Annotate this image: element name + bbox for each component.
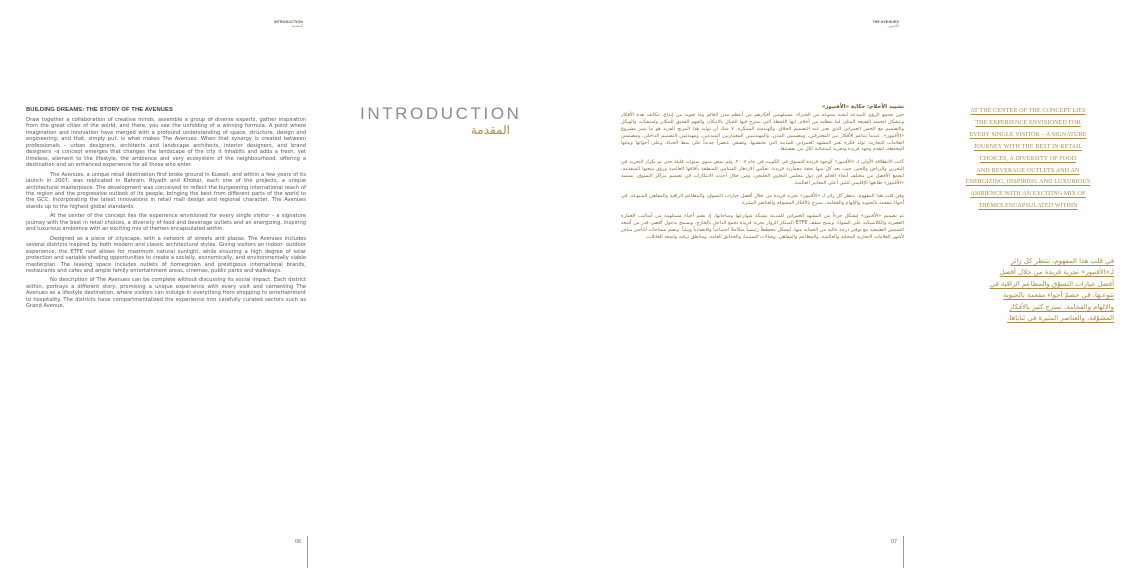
pull-quote-ar-line-6: المشوّقة، والعناصر المثيرة في ثناياها.: [1007, 314, 1114, 323]
arabic-section-title: تشييد الأحلام: حكاية «الأفنيوز»: [821, 104, 904, 110]
pull-quote-en-line-5: CHOICES, A DIVERSITY OF FOOD: [979, 155, 1077, 162]
paragraph-1: Draw together a collaboration of creative minds, assemble a group of diverse experts, gather inspiration from the great cities of the world, and there, you see the unfolding of a winning formula. A point where imagination and innovation have merged with a profound understanding of space, structure, design and engineering; and that, simply put, is what makes The Avenues. When that synergy is created between professionals – urban designers, architects and landscape architects, interior designers, and brand designers –a concept emerges that changes the landscape of the city it inhabits and adds a fresh, yet timeless, element to the lifestyle, the ambience and very ecosystem of the neighbourhood, offering a destination and an enhanced experience for all those who enter.: [26, 117, 306, 169]
pull-quote-en-line-4: JOURNEY WITH THE BEST IN RETAIL: [973, 143, 1083, 150]
intro-heading-en: INTRODUCTION: [360, 104, 522, 123]
pull-quote-en: [938, 106, 1118, 213]
paragraph-3: At the center of the concept lies the experience envisioned for every single visitor – a signature journey with the best in retail choices, a diversity of food and beverage outlets and an energizing, inspiring and luxurious ambience with an exciting mix of themes encapsulated within.: [26, 213, 306, 233]
pull-quote-ar-line-1: في قلب هذا المفهوم، تنتظر كل زائر: [1010, 257, 1114, 265]
pull-quote-ar-line-5: والإلهام والفخامة، تمتزج كثير بالأفكار: [1009, 302, 1114, 311]
running-head-ar: الأفنيوز: [888, 24, 899, 29]
pull-quote-en-line-1: AT THE CENTER OF THE CONCEPT LIES: [970, 108, 1086, 114]
pull-quote-en-line-9: THEMES ENCAPSULATED WITHIN: [978, 203, 1078, 210]
pull-quote-en-line-3: EVERY SINGLE VISITOR – A SIGNATURE: [969, 131, 1087, 138]
running-head-en: THE AVENUES: [872, 20, 899, 24]
pull-quote-en-line-8: AMBIENCE WITH AN EXCITING MIX OF: [970, 191, 1086, 198]
arabic-paragraph-4: تم تصميم «الأفنيوز» ليشكل جزءاً من المشهد العمراني للمدينة بشبكة شوارعها وساحاتها، إذ يضم أحياء مستلهمة من أساليب العمارة العصرية والكلاسيكية على السواء. ويمنح سقف ETFE المبتكر الزوار تجربة فريدة تجمع الداخل بالخارج، ويسمح بدخول أقصى قدر من أشعة الشمس الطبيعية مع توفير درجة عالية من الحماية منها، ليشكل مخططاً رئيسياً متكاملاً اجتماعياً واقتصادياً وبيئياً. وتضم مساحات التأجير متاجر لأشهر العلامات التجارية المحلية والعالمية، والمطاعم والمقاهي، وصالات السينما، والحدائق العامة، ومناطق ترفيه واسعة للعائلات.: [621, 212, 905, 240]
pull-quote-ar: [924, 256, 1114, 324]
arabic-paragraph-1: حين تجتمع الرؤى المبدعة لنخبة متنوعة من الخبراء، مستلهمين أفكارهم من أعظم مدن العالم وما تحويه من إبداع، تتكاتف هذه الأفكار وتتشكل لتجسد الصيغة المثلى لما تتطلبه من أحلام. إنها اللحظة التي تمتزج فيها الخيال بالابتكار، والفهم العميق للمكان ولمنشآته، والهيكل والتصميم مع الحس العمراني الذي يعبر عنه التصميم الخلاق، والهندسة المبتكرة. لا شك أن توليد هذا المزيج الفريد هو ما يميز مشروع «الأفنيوز». عندما تتناغم الأفكار بين المحترفين، ومصممي المدن، والمهندسين المعماريين المبدعين، ومهندسي التصميم الداخلي، ومصممي العلامات التجارية، تولد فكرة تغير المشهد العمراني للمدينة التي تحتضنها، وتضفي عنصراً جديداً على نمط الحياة، وعلى أجوائها وبيئتها المحيطة، لتقدم وجهة فريدة وتجربة استثنائية لكل من يقصدها.: [621, 111, 904, 153]
right-folio-rule: [903, 536, 904, 568]
right-page-number: 07: [891, 539, 898, 545]
pull-quote-en-line-2: THE EXPERIENCE ENVISIONED FOR: [975, 119, 1081, 126]
paragraph-5: No description of The Avenues can be complete without discussing its social impact. Each district within, portrays a different story, promising a unique experience with every visit and cementing The Avenues as a lifestyle destination, where visitors can indulge in everything from shopping to entertainment to hospitality. The districts have compartmentalized the experience into carefully curated sectors such as Grand Avenue,: [26, 277, 306, 310]
paragraph-2: The Avenues, a unique retail destination first broke ground in Kuwait, and within a few years of its launch in 2007, was replicated in Bahrain, Riyadh and Khobar, each one of the projects, a unique architectural masterpiece. The development was conceived to reflect the burgeoning international reach of the region and the progressive outlook of its people, bringing the best from different parts of the world to the GCC. Incorporating the latest innovations in retail mall design and regional character, The Avenues stands up to the highest global standards.: [26, 171, 306, 210]
pull-quote-ar-line-2: لـ«الأفنيوز» تجربة فريدة من خلال أفضل: [999, 268, 1114, 277]
running-head-ar: المقدمة: [291, 24, 303, 29]
left-page-number: 06: [295, 539, 302, 545]
running-head-en: INTRODUCTION: [273, 20, 303, 24]
section-title: BUILDING DREAMS: THE STORY OF THE AVENUES: [26, 107, 173, 113]
arabic-paragraph-3: وفي قلب هذا المفهوم، تنتظر كل زائر لـ «الأفنيوز» تجربة فريدة من خلال أفضل خيارات التسوق، والمطاعم الراقية والمقاهي المتنوعة، في أجواء مفعمة بالحيوية والإلهام والفخامة، تمتزج بالأفكار المشوقة والعناصر المثيرة.: [621, 192, 904, 206]
left-running-head: [246, 20, 303, 29]
intro-heading-ar: المقدمة: [470, 123, 510, 137]
pull-quote-en-line-7: ENERGIZING, INSPIRING AND LUXURIOUS: [965, 179, 1091, 186]
english-body-text: [26, 117, 306, 310]
pull-quote-ar-line-3: أفضل خيارات التسوّق والمطاعم الراقية في: [989, 279, 1114, 288]
arabic-body-text: [621, 104, 904, 246]
pull-quote-en-line-6: AND BEVERAGE OUTLETS AND AN: [976, 167, 1080, 174]
paragraph-4: Designed as a piece of cityscape, with a network of streets and plazas, The Avenues includes several districts inspired by both modern and classic architectural styles. Giving visitors an indoor- outdoor experience, the ETFE roof allows for maximum natural sunlight, while ensuring a high degree of solar protection and variable shading opportunities to create a socially, economically, and environmentally viable masterplan. The leasing space includes outlets of homegrown and prestigious international brands, restaurants and cafes and ample family entertainment areas, cinemas, public parks and walkways.: [26, 235, 306, 274]
left-folio-rule: [307, 536, 308, 568]
arabic-paragraph-2: كانت الانطلاقة الأولى لـ «الأفنيوز» كوجهة فريدة للتسوق في الكويت في عام ٢٠٠٧، ولم تمض سوى سنوات قليلة حتى تم تكرار التجربة في البحرين والرياض والخبر، حيث يعد كل منها تحفة معمارية فريدة، تعكس الازدهار المتنامي للمنطقة بآفاقها العالمية ورؤى شعبها المتقدمة، لتجمع الأفضل من مختلف أنحاء العالم في دول مجلس التعاون الخليجي. ومن خلال أحدث الابتكارات في تصميم مراكز التسوق، تستمد «الأفنيوز» طابعها الإقليمي لتلبي أعلى المعايير العالمية.: [621, 159, 904, 187]
pull-quote-ar-line-4: تتوعـها، في خضمّ أجواء مفعمة بالحيوية: [1003, 291, 1114, 300]
right-running-head: [842, 20, 899, 29]
